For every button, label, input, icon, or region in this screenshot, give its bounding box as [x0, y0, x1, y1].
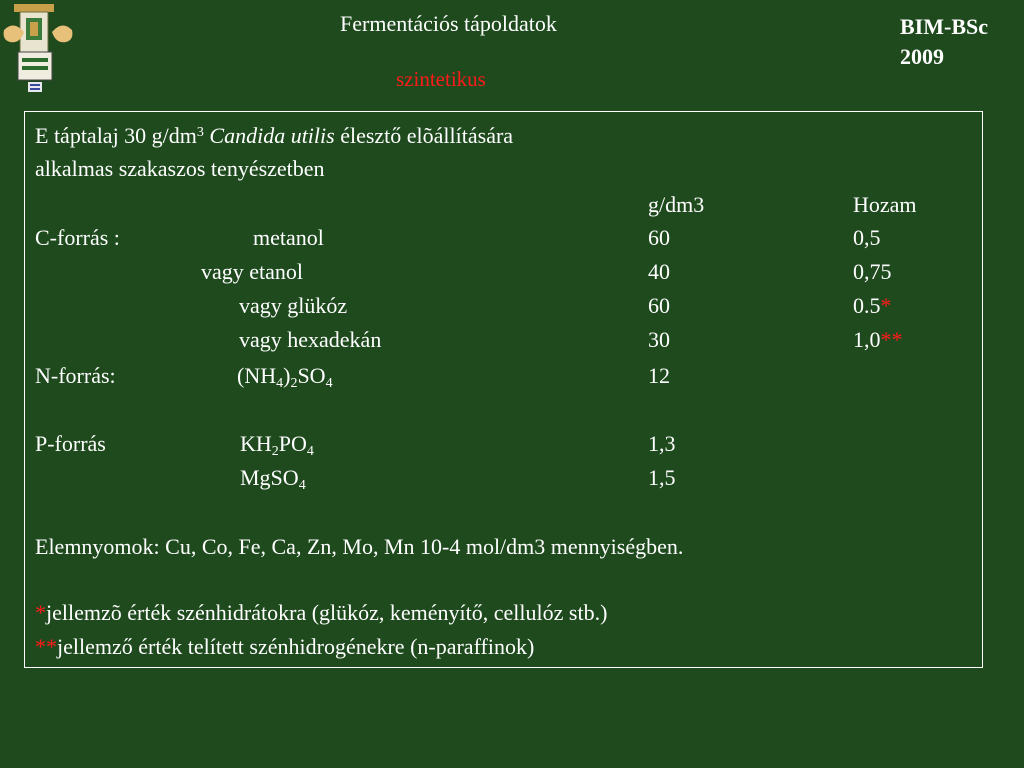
course-label	[900, 12, 988, 72]
p-source-formula: $KH_2PO_4$	[240, 431, 314, 459]
c-source-name: vagy glükóz	[239, 293, 348, 318]
intro-prefix: E táptalaj 30 g/dm	[35, 123, 197, 148]
footnote-marker: **	[880, 327, 903, 352]
c-source-conc: 40	[648, 259, 670, 284]
c-source-name: vagy etanol	[201, 259, 304, 284]
intro-line-1	[35, 122, 513, 150]
course-year: 2009	[900, 44, 944, 69]
column-header-conc: g/dm3	[648, 192, 705, 217]
course-code: BIM-BSc	[900, 14, 988, 39]
slide-title: Fermentációs tápoldatok	[340, 11, 557, 36]
trace-elements: Elemnyomok: Cu, Co, Fe, Ca, Zn, Mo, Mn 10-4 mol/dm3 mennyiségben.	[35, 534, 684, 559]
intro-line-2: alkalmas szakaszos tenyészetben	[35, 156, 325, 181]
mg-source-formula: MgSO$_4$	[240, 465, 306, 493]
c-source-name: vagy hexadekán	[239, 327, 382, 352]
c-source-conc: 30	[648, 327, 670, 352]
column-header-yield: Hozam	[853, 192, 917, 217]
c-source-label: C-forrás :	[35, 225, 120, 250]
intro-sup: 3	[196, 125, 204, 140]
mg-source-conc: 1,5	[648, 465, 676, 490]
c-source-yield: 0,5	[853, 225, 881, 250]
p-source-conc: 1,3	[648, 431, 676, 456]
n-source-label: N-forrás:	[35, 363, 116, 388]
c-source-conc: 60	[648, 293, 670, 318]
footnote-marker: **	[35, 634, 57, 659]
footnote-marker: *	[880, 293, 892, 318]
c-source-yield: 1,0**	[853, 327, 903, 352]
n-source-formula: $(NH_4)_2SO_4$	[237, 363, 333, 391]
footnote-marker: *	[35, 600, 46, 625]
species-name: Candida utilis	[209, 123, 335, 148]
intro-suffix: élesztő elõállítására	[340, 123, 514, 148]
university-emblem-icon	[0, 0, 76, 96]
n-source-conc: 12	[648, 363, 670, 388]
c-source-yield: 0,75	[853, 259, 892, 284]
c-source-conc: 60	[648, 225, 670, 250]
footnote: *jellemzõ érték szénhidrátokra (glükóz, keményítő, cellulóz stb.)	[35, 600, 608, 625]
slide-subtitle: szintetikus	[396, 67, 486, 91]
c-source-yield: 0.5*	[853, 293, 892, 318]
footnote: **jellemző érték telített szénhidrogénekre (n-paraffinok)	[35, 634, 535, 659]
content-panel	[24, 111, 983, 668]
c-source-name: metanol	[253, 225, 324, 250]
p-source-label: P-forrás	[35, 431, 106, 456]
